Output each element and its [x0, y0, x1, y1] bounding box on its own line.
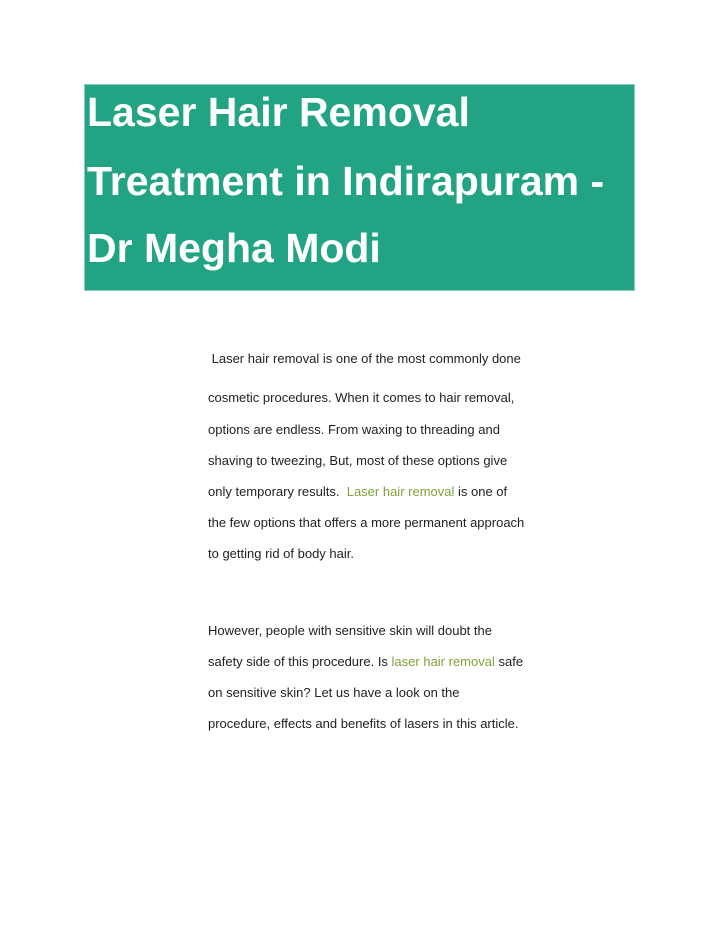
text-segment: is one of [454, 484, 508, 499]
intro-paragraph-line: Laser hair removal is one of the most commonly done [208, 351, 521, 366]
sensitive-skin-paragraph-line [208, 654, 523, 670]
intro-paragraph-line [208, 484, 507, 500]
laser-hair-removal-link[interactable]: Laser hair removal [346, 484, 455, 499]
intro-paragraph-line: cosmetic procedures. When it comes to hair removal, [208, 390, 515, 405]
text-segment: safety side of this procedure. Is [208, 654, 392, 669]
page-title-line-2: Treatment in Indirapuram - [87, 158, 605, 204]
intro-paragraph-line: options are endless. From waxing to threading and [208, 422, 500, 437]
sensitive-skin-paragraph-line: procedure, effects and benefits of lasers in this article. [208, 716, 519, 731]
intro-paragraph-line: shaving to tweezing, But, most of these options give [208, 453, 508, 468]
intro-paragraph-line: to getting rid of body hair. [208, 546, 354, 561]
sensitive-skin-paragraph-line: However, people with sensitive skin will doubt the [208, 623, 492, 638]
laser-hair-removal-link[interactable]: laser hair removal [391, 654, 495, 669]
text-segment: only temporary results. [208, 484, 347, 499]
page-title-line-1: Laser Hair Removal [87, 89, 470, 135]
sensitive-skin-paragraph-line: on sensitive skin? Let us have a look on the [208, 685, 460, 700]
intro-paragraph-line: the few options that offers a more permanent approach [208, 515, 525, 530]
title-banner [84, 84, 635, 291]
text-segment: safe [494, 654, 524, 669]
page-title-line-3: Dr Megha Modi [87, 225, 381, 271]
